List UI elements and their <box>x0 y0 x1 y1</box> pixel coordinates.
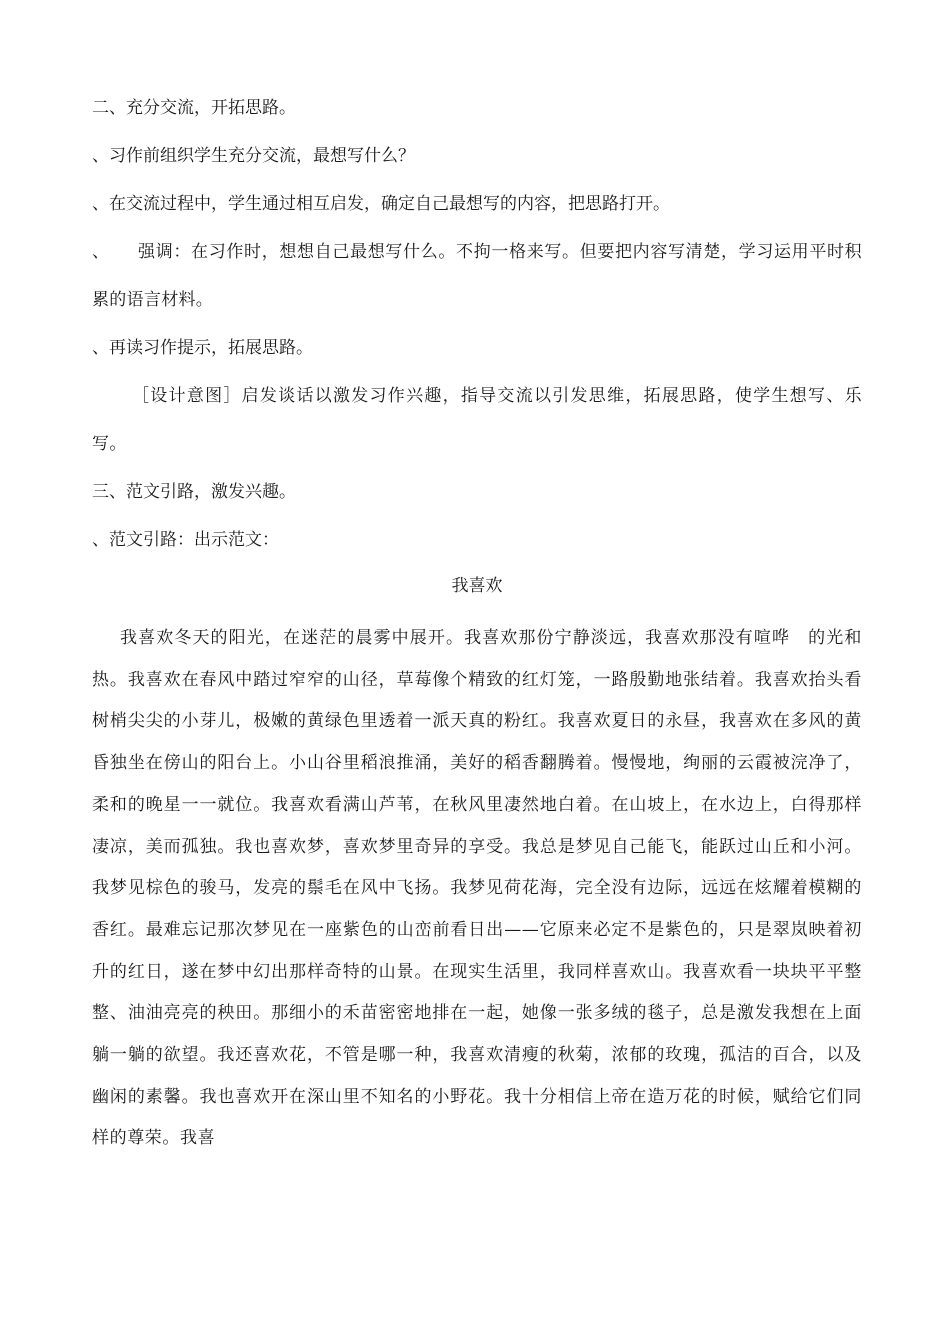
section-2-item-3-text: 强调：在习作时，想想自己最想写什么。不拘一格来写。但要把内容写清楚，学习运用平时积累的语言材料。 <box>92 242 862 310</box>
section-2-heading: 二、充分交流，开拓思路。 <box>92 98 296 118</box>
section-2-item-3 <box>92 228 862 324</box>
section-2-item-1: 、习作前组织学生充分交流，最想写什么？ <box>92 146 415 166</box>
document-page <box>92 96 862 1160</box>
essay-title: 我喜欢 <box>451 576 503 596</box>
design-intent <box>92 372 862 468</box>
essay-body: 我喜欢冬天的阳光，在迷茫的晨雾中展开。我喜欢那份宁静淡远，我喜欢那没有喧哗 的光和热。我喜欢在春风中踏过窄窄的山径，草莓像个精致的红灯笼，一路殷勤地张结着。我喜欢抬头看树梢尖尖的小芽儿，极嫩的黄绿色里透着一派天真的粉红。我喜欢夏日的永昼，我喜欢在多风的黄昏独坐在傍山的阳台上。小山谷里稻浪推涌，美好的稻香翻腾着。慢慢地，绚丽的云霞被浣净了，柔和的晚星一一就位。我喜欢看满山芦苇，在秋风里凄然地白着。在山坡上，在水边上，白得那样凄凉，美而孤独。我也喜欢梦，喜欢梦里奇异的享受。我总是梦见自己能飞，能跃过山丘和小河。我梦见棕色的骏马，发亮的鬃毛在风中飞扬。我梦见荷花海，完全没有边际，远远在炫耀着模糊的香红。最难忘记那次梦见在一座紫色的山峦前看日出——它原来必定不是紫色的，只是翠岚映着初升的红日，遂在梦中幻出那样奇特的山景。在现实生活里，我同样喜欢山。我喜欢看一块块平平整整、油油亮亮的秧田。那细小的禾苗密密地排在一起，她像一张多绒的毯子，总是激发我想在上面躺一躺的欲望。我还喜欢花，不管是哪一种，我喜欢清瘦的秋菊，浓郁的玫瑰，孤洁的百合，以及幽闲的素馨。我也喜欢开在深山里不知名的小野花。我十分相信上帝在造万花的时候，赋给它们同样的尊荣。我喜 <box>92 628 862 1149</box>
design-intent-text: ［设计意图］启发谈话以激发习作兴趣，指导交流以引发思维，拓展思路，使学生想写、乐写。 <box>92 386 862 454</box>
section-2-item-4: 、再读习作提示，拓展思路。 <box>92 338 313 358</box>
section-3-heading: 三、范文引路，激发兴趣。 <box>92 482 296 502</box>
section-3-item-1: 、范文引路：出示范文： <box>92 530 279 550</box>
section-2-item-3-prefix: 、 <box>92 242 110 262</box>
section-2-item-2: 、在交流过程中，学生通过相互启发，确定自己最想写的内容，把思路打开。 <box>92 194 670 214</box>
